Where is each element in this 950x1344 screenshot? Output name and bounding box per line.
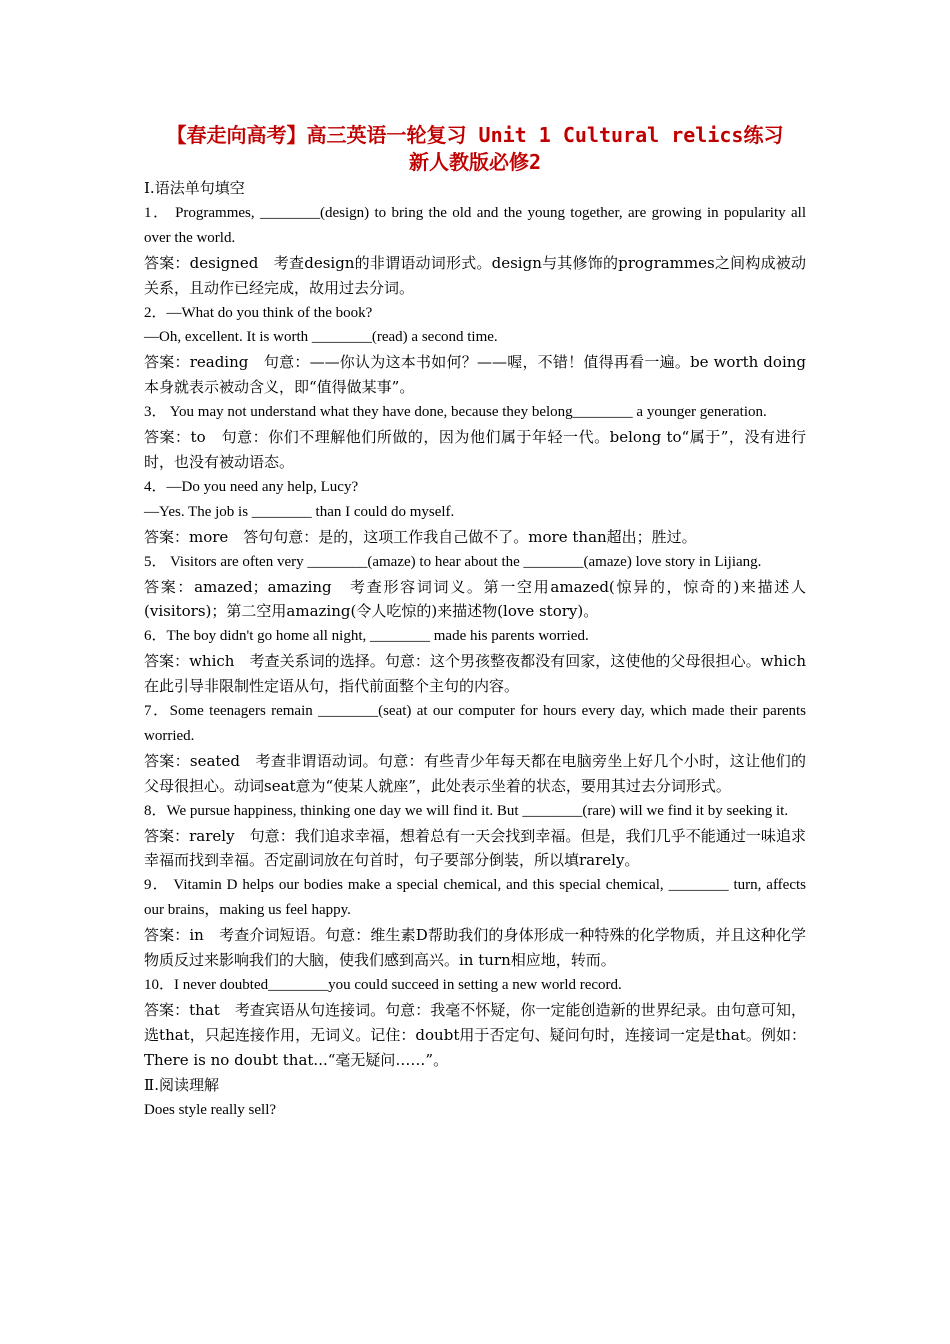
answer-2: 答案：reading 句意：——你认为这本书如何？——喔，不错！值得再看一遍。be worth doing本身就表示被动含义，即“值得做某事”。 bbox=[144, 353, 806, 397]
question-10: 10．I never doubted________you could succeed in setting a new world record. bbox=[144, 977, 622, 993]
section-grammar bbox=[144, 176, 806, 1073]
answer-3: 答案：to 句意：你们不理解他们所做的，因为他们属于年轻一代。belong to“属于”，没有进行时，也没有被动语态。 bbox=[144, 428, 806, 471]
answer-5: 答案：amazed；amazing 考查形容词词义。第一空用amazed(惊异的，惊奇的)来描述人(visitors)；第二空用amazing(令人吃惊的)来描述物(love story)。 bbox=[144, 577, 806, 621]
question-7: 7．Some teenagers remain ________(seat) at our computer for hours every day, which made their parents worried. bbox=[144, 703, 806, 744]
answer-9: 答案：in 考查介词短语。句意：维生素D帮助我们的身体形成一种特殊的化学物质，并且这种化学物质反过来影响我们的大脑，使我们感到高兴。in turn相应地，转而。 bbox=[144, 926, 806, 970]
document-page bbox=[144, 122, 806, 1122]
answer-4: 答案：more 答句句意：是的，这项工作我自己做不了。more than超出；胜过。 bbox=[144, 527, 697, 546]
section-heading: Ⅰ.语法单句填空 bbox=[144, 179, 245, 197]
question-9: 9． Vitamin D helps our bodies make a special chemical, and this special chemical, ________ turn, affects our brains，making us feel happy. bbox=[144, 877, 806, 919]
document-title bbox=[144, 122, 806, 176]
answer-10: 答案：that 考查宾语从句连接词。句意：我毫不怀疑，你一定能创造新的世界纪录。由句意可知，选that，只起连接作用，无词义。记住：doubt用于否定句、疑问句时，连接词一定是that。例如：There is no doubt that...“毫无疑问……”。 bbox=[144, 1000, 806, 1069]
question-8: 8．We pursue happiness, thinking one day we will find it. But ________(rare) will we find it by seeking it. bbox=[144, 802, 789, 819]
question-6: 6．The boy didn't go home all night, ________ made his parents worried. bbox=[144, 628, 589, 645]
question-3: 3． You may not understand what they have done, because they belong________ a younger generation. bbox=[144, 404, 767, 421]
answer-1: 答案：designed 考查design的非谓语动词形式。design与其修饰的programmes之间构成被动关系，且动作已经完成，故用过去分词。 bbox=[144, 253, 806, 297]
reading-title: Does style really sell? bbox=[144, 1101, 277, 1118]
question-2: 2．—What do you think of the book? bbox=[144, 304, 373, 321]
question-1: 1． Programmes, ________(design) to bring the old and the young together, are growing in popularity all over the world. bbox=[144, 204, 806, 246]
section-reading bbox=[144, 1073, 806, 1123]
title-line-2: 新人教版必修2 bbox=[408, 150, 542, 174]
question-2-reply: —Oh, excellent. It is worth ________(read) a second time. bbox=[144, 329, 498, 346]
answer-6: 答案：which 考查关系词的选择。句意：这个男孩整夜都没有回家，这使他的父母很担心。which在此引导非限制性定语从句，指代前面整个主句的内容。 bbox=[144, 652, 806, 696]
title-line-1: 【春走向高考】高三英语一轮复习 Unit 1 Cultural relics练习 bbox=[166, 123, 784, 147]
section-heading: Ⅱ.阅读理解 bbox=[144, 1075, 219, 1094]
question-4-reply: —Yes. The job is ________ than I could do myself. bbox=[144, 503, 455, 520]
question-4: 4．—Do you need any help, Lucy? bbox=[144, 478, 359, 495]
question-5: 5． Visitors are often very ________(amaze) to hear about the ________(amaze) love story in Lijiang. bbox=[144, 553, 762, 570]
answer-7: 答案：seated 考查非谓语动词。句意：有些青少年每天都在电脑旁坐上好几个小时，这让他们的父母很担心。动词seat意为“使某人就座”，此处表示坐着的状态，要用其过去分词形式。 bbox=[144, 751, 806, 795]
answer-8: 答案：rarely 句意：我们追求幸福，想着总有一天会找到幸福。但是，我们几乎不能通过一味追求幸福而找到幸福。否定副词放在句首时，句子要部分倒装，所以填rarely。 bbox=[144, 826, 806, 870]
